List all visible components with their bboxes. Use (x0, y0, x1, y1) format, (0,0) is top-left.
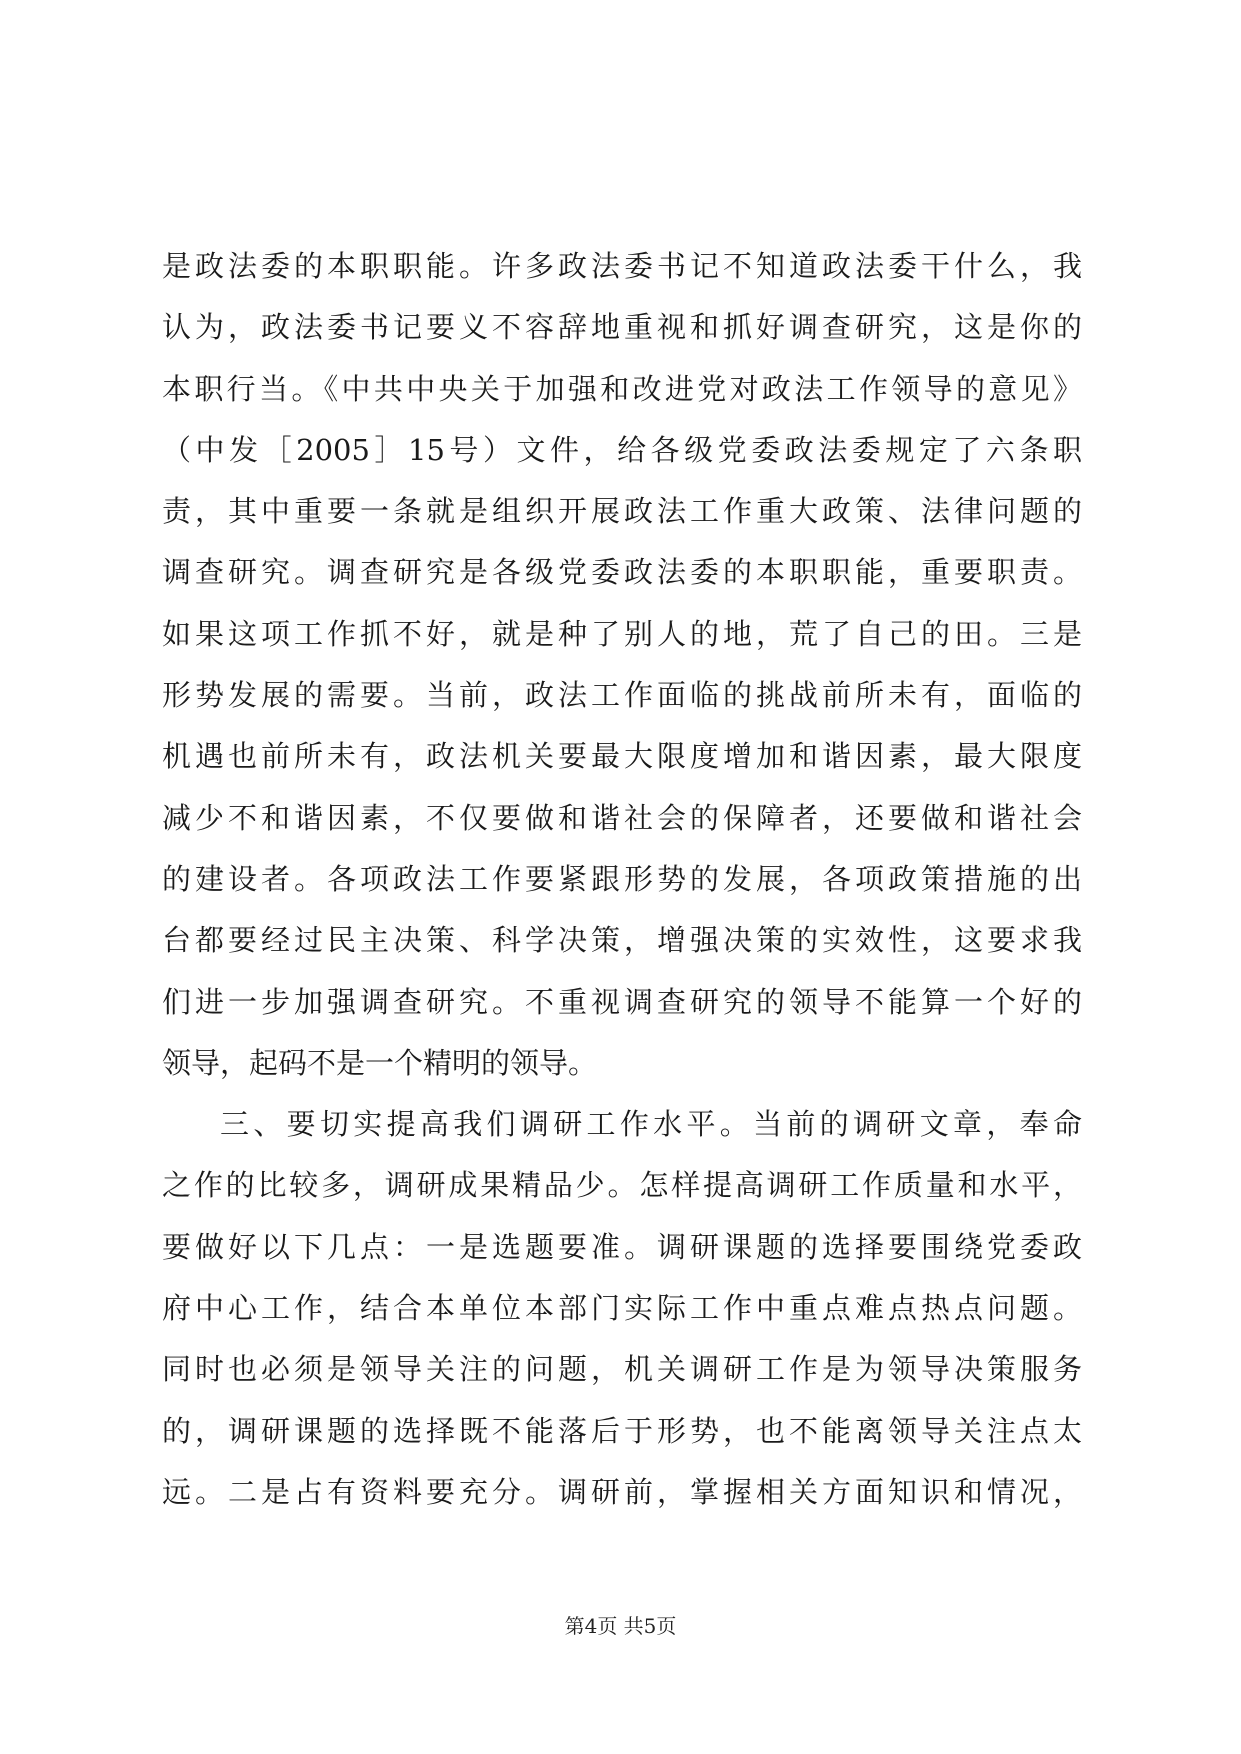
body-text (162, 236, 1082, 1523)
text-line: 形势发展的需要。当前，政法工作面临的挑战前所未有，面临的 (162, 678, 1082, 713)
paragraph-1 (162, 236, 1082, 1094)
text-line: 要做好以下几点：一是选题要准。调研课题的选择要围绕党委政 (162, 1229, 1082, 1264)
text-line: 如果这项工作抓不好，就是种了别人的地，荒了自己的田。三是 (162, 616, 1082, 651)
paragraph-2 (162, 1094, 1082, 1523)
text-line: 领导，起码不是一个精明的领导。 (162, 1045, 598, 1080)
text-line: 台都要经过民主决策、科学决策，增强决策的实效性，这要求我 (162, 923, 1082, 958)
text-line: 减少不和谐因素，不仅要做和谐社会的保障者，还要做和谐社会 (162, 800, 1082, 835)
text-line: 们进一步加强调查研究。不重视调查研究的领导不能算一个好的 (162, 984, 1082, 1019)
text-line: 的建设者。各项政法工作要紧跟形势的发展，各项政策措施的出 (162, 861, 1082, 896)
text-line: 是政法委的本职职能。许多政法委书记不知道政法委干什么，我 (162, 249, 1082, 283)
text-line: 三、要切实提高我们调研工作水平。当前的调研文章，奉命 (220, 1107, 1082, 1142)
page-footer (0, 1610, 1241, 1639)
text-line: 远。二是占有资料要充分。调研前，掌握相关方面知识和情况， (162, 1474, 1082, 1509)
text-line: 调查研究。调查研究是各级党委政法委的本职职能，重要职责。 (162, 555, 1082, 590)
text-line: 之作的比较多，调研成果精品少。怎样提高调研工作质量和水平， (162, 1168, 1082, 1203)
text-line: 府中心工作，结合本单位本部门实际工作中重点难点热点问题。 (162, 1291, 1082, 1326)
text-line: 机遇也前所未有，政法机关要最大限度增加和谐因素，最大限度 (162, 739, 1082, 774)
text-line: 的，调研课题的选择既不能落后于形势，也不能离领导关注点太 (162, 1413, 1082, 1448)
text-line: 责，其中重要一条就是组织开展政法工作重大政策、法律问题的 (162, 494, 1082, 529)
text-line: （中发［2005］15号）文件，给各级党委政法委规定了六条职 (162, 432, 1082, 467)
text-line: 本职行当。《中共中央关于加强和改进党对政法工作领导的意见》 (162, 371, 1082, 406)
text-line: 认为，政法委书记要义不容辞地重视和抓好调查研究，这是你的 (162, 310, 1082, 345)
page-number-label: 第4页 共5页 (564, 1614, 677, 1638)
text-line: 同时也必须是领导关注的问题，机关调研工作是为领导决策服务 (162, 1352, 1082, 1387)
